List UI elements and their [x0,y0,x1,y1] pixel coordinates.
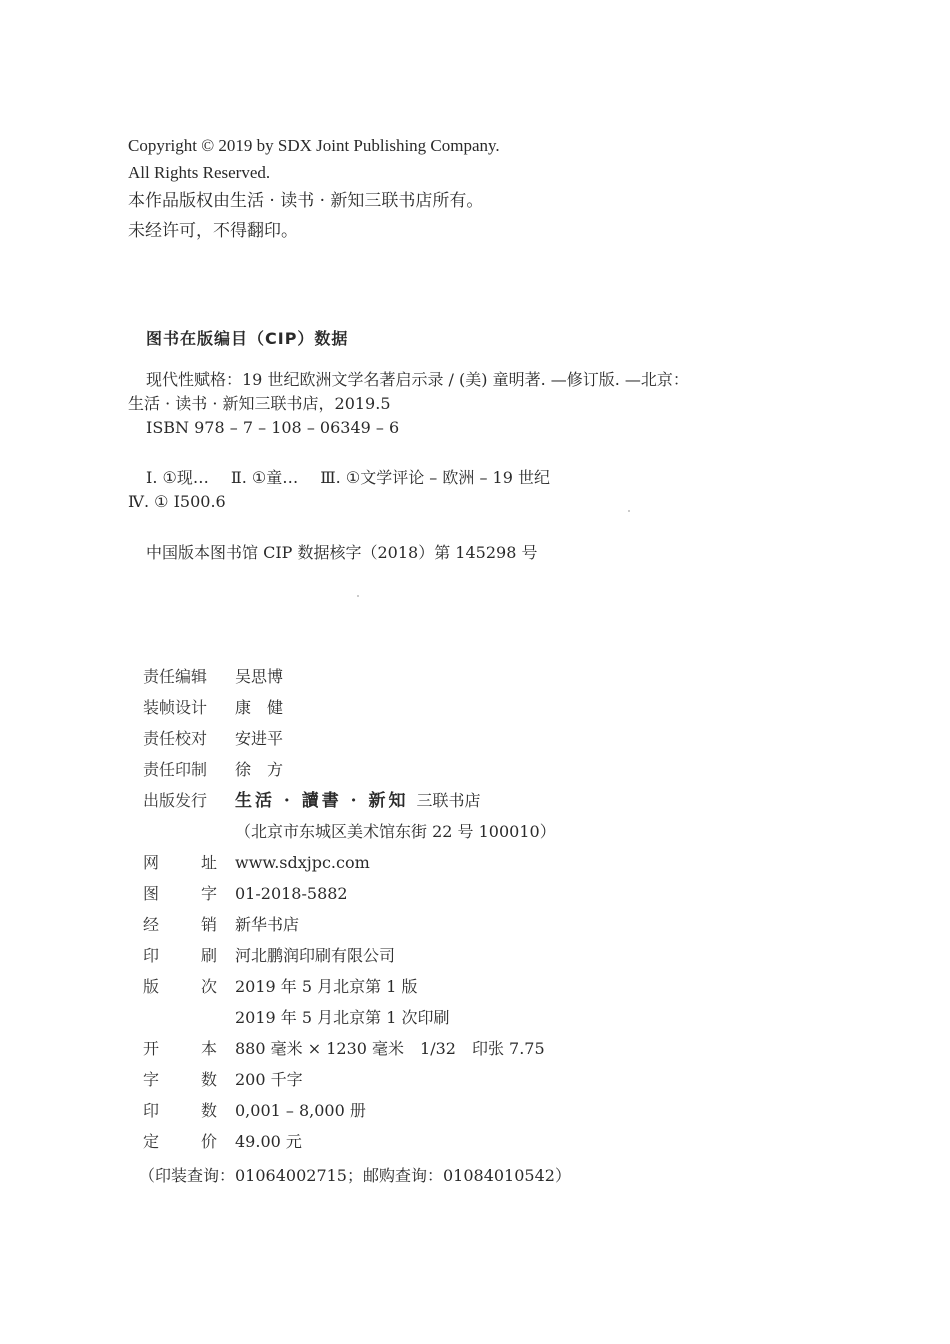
proof-value: 安进平 [235,729,284,748]
copyright-owner-line: 本作品版权由生活 · 读书 · 新知三联书店所有。 [128,191,484,211]
edition-value: 2019 年 5 月北京第 1 版 [235,977,418,996]
cip-approval-number: 中国版本图书馆 CIP 数据核字（2018）第 145298 号 [146,543,538,562]
credit-row-website [143,847,843,878]
copyright-notice [128,132,500,246]
printer-label: 印 刷 [143,946,217,965]
contact-info: （印装查询：01064002715；邮购查询：01084010542） [139,1166,571,1185]
printing-value: 2019 年 5 月北京第 1 次印刷 [235,1008,450,1027]
scan-speck [357,595,359,597]
cip-record [128,368,828,440]
edition-label: 版 次 [143,977,217,996]
credit-row-editor [143,661,843,692]
editor-label: 责任编辑 [143,667,208,686]
publication-credits [143,661,843,1157]
price-value: 49.00 元 [235,1132,302,1151]
publisher-value [235,785,481,816]
classification-4: Ⅳ. ① I500.6 [128,492,226,511]
copies-value: 0,001 – 8,000 册 [235,1101,366,1120]
cip-title-line: 现代性赋格：19 世纪欧洲文学名著启示录 / (美) 童明著. —修订版. —北京： [146,370,689,389]
copies-label: 印 数 [143,1101,217,1120]
credit-row-address [143,816,843,847]
design-label: 装帧设计 [143,698,208,717]
cip-publisher-line: 生活 · 读书 · 新知三联书店，2019.5 [128,394,391,413]
rights-reserved-line: All Rights Reserved. [128,163,271,182]
format-value: 880 毫米 × 1230 毫米 1/32 印张 7.75 [235,1039,545,1058]
credit-row-distribution [143,909,843,940]
copyright-line-english: Copyright © 2019 by SDX Joint Publishing Company. [128,136,500,155]
credit-row-price [143,1126,843,1157]
tuzi-value: 01-2018-5882 [235,884,348,903]
printer-value: 河北鹏润印刷有限公司 [235,946,396,965]
words-value: 200 千字 [235,1070,303,1089]
distribution-value: 新华书店 [235,915,300,934]
website-value: www.sdxjpc.com [235,853,370,872]
publisher-brand-logotype: 生活 · 讀書 · 新知 [235,791,409,811]
classification-row [128,466,550,490]
credit-row-format [143,1033,843,1064]
proof-label: 责任校对 [143,729,208,748]
print-resp-value: 徐 方 [235,760,284,779]
credit-row-copies [143,1095,843,1126]
publisher-address: （北京市东城区美术馆东街 22 号 100010） [235,822,556,841]
classification-3: Ⅲ. ①文学评论 – 欧洲 – 19 世纪 [320,468,550,487]
classification-1: Ⅰ. ①现… [146,468,209,487]
credit-row-printer [143,940,843,971]
credit-row-proof [143,723,843,754]
credit-row-design [143,692,843,723]
credit-row-publisher [143,785,843,816]
editor-value: 吴思博 [235,667,284,686]
credit-row-printing [143,1002,843,1033]
no-reprint-line: 未经许可，不得翻印。 [128,221,298,241]
credit-row-tuzi [143,878,843,909]
credit-row-print-resp [143,754,843,785]
cip-isbn: ISBN 978 – 7 – 108 – 06349 – 6 [146,418,400,437]
price-label: 定 价 [143,1132,217,1151]
publisher-label: 出版发行 [143,791,208,810]
words-label: 字 数 [143,1070,217,1089]
cip-classification [128,466,550,514]
format-label: 开 本 [143,1039,217,1058]
publisher-name: 三联书店 [416,791,481,810]
credit-row-words [143,1064,843,1095]
classification-2: Ⅱ. ①童… [230,468,299,487]
website-label: 网 址 [143,853,217,872]
design-value: 康 健 [235,698,284,717]
credit-row-edition [143,971,843,1002]
tuzi-label: 图 字 [143,884,217,903]
distribution-label: 经 销 [143,915,217,934]
scan-speck [628,510,630,512]
print-resp-label: 责任印制 [143,760,208,779]
cip-heading: 图书在版编目（CIP）数据 [146,329,349,348]
